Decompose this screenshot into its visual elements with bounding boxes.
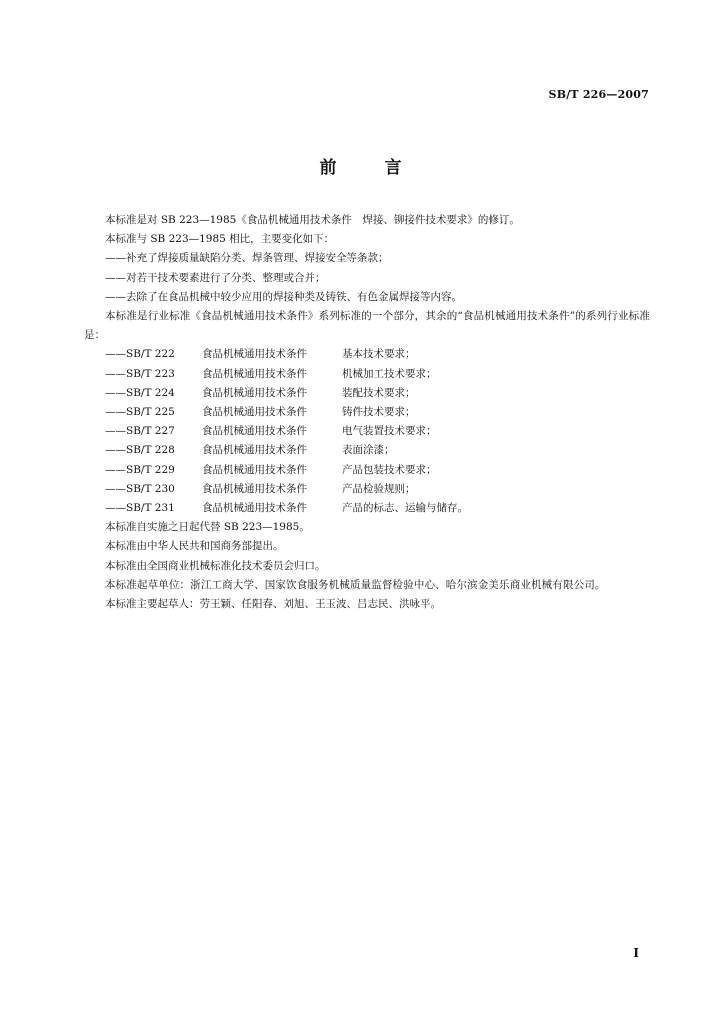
standard-name: 食品机械通用技术条件: [202, 406, 307, 419]
standard-desc: 装配技术要求；: [342, 386, 416, 399]
standard-list-item: [84, 365, 650, 384]
standard-code-header: SB/T 226—2007: [548, 88, 649, 101]
standard-desc: 铸件技术要求；: [342, 406, 416, 419]
standard-code: ——SB/T 225: [105, 406, 175, 419]
standard-name: 食品机械通用技术条件: [202, 444, 307, 457]
standard-list-item: [84, 499, 650, 518]
standard-name: 食品机械通用技术条件: [202, 386, 307, 399]
change-item: ——对若干技术要素进行了分类、整理或合并；: [105, 271, 326, 284]
title-part-1: 前: [319, 158, 337, 178]
standard-name: 食品机械通用技术条件: [202, 502, 307, 515]
standard-list-item: [84, 480, 650, 499]
paragraph-drafting-units: 本标准起草单位：浙江工商大学、国家饮食服务机械质量监督检验中心、哈尔滨金美乐商业机械有限公司。: [105, 578, 606, 591]
standard-list-item: [84, 345, 650, 364]
standard-desc: 产品的标志、运输与储存。: [342, 502, 468, 515]
standard-code: ——SB/T 224: [105, 386, 175, 399]
paragraph-centralized-by: 本标准由全国商业机械标准化技术委员会归口。: [105, 559, 326, 572]
standard-name: 食品机械通用技术条件: [202, 463, 307, 476]
foreword-body: [84, 211, 650, 614]
standard-list-item: [84, 403, 650, 422]
paragraph-series: 本标准是行业标准《食品机械通用技术条件》系列标准的一个部分，其余的“食品机械通用技术条件”的系列行业标准是：: [84, 310, 650, 342]
change-item: ——去除了在食品机械中较少应用的焊接种类及铸铁、有色金属焊接等内容。: [105, 290, 462, 303]
standard-code: ——SB/T 228: [105, 444, 175, 457]
page-title: [0, 153, 721, 178]
standard-code: ——SB/T 222: [105, 348, 175, 361]
standard-list-item: [84, 422, 650, 441]
change-item: ——补充了焊接质量缺陷分类、焊条管理、焊接安全等条款；: [105, 252, 389, 265]
standard-code: ——SB/T 230: [105, 482, 175, 495]
standard-desc: 表面涂漆；: [342, 444, 395, 457]
page-number: I: [633, 946, 639, 960]
standard-name: 食品机械通用技术条件: [202, 482, 307, 495]
paragraph-revision: 本标准是对 SB 223—1985《食品机械通用技术条件 焊接、铆接件技术要求》的修订。: [105, 214, 520, 226]
paragraph-proposed-by: 本标准由中华人民共和国商务部提出。: [105, 540, 284, 553]
standard-code: ——SB/T 223: [105, 367, 175, 380]
standard-name: 食品机械通用技术条件: [202, 425, 307, 438]
standard-desc: 产品检验规则；: [342, 482, 416, 495]
standard-name: 食品机械通用技术条件: [202, 367, 307, 380]
paragraph-changes-intro: 本标准与 SB 223—1985 相比，主要变化如下：: [105, 233, 335, 246]
standard-desc: 电气装置技术要求；: [342, 425, 437, 438]
standard-code: ——SB/T 231: [105, 502, 175, 515]
standard-list-item: [84, 441, 650, 460]
standard-list-item: [84, 461, 650, 480]
paragraph-replaces: 本标准自实施之日起代替 SB 223—1985。: [105, 521, 310, 534]
standard-desc: 产品包装技术要求；: [342, 463, 437, 476]
standard-desc: 机械加工技术要求；: [342, 367, 437, 380]
standard-code: ——SB/T 229: [105, 463, 175, 476]
standard-desc: 基本技术要求；: [342, 348, 416, 361]
standard-code: ——SB/T 227: [105, 425, 175, 438]
standard-list-item: [84, 384, 650, 403]
paragraph-drafters: 本标准主要起草人：劳王颖、任阳春、刘旭、王玉波、吕志民、洪咏平。: [105, 598, 441, 611]
title-part-2: 言: [384, 158, 402, 178]
standard-name: 食品机械通用技术条件: [202, 348, 307, 361]
